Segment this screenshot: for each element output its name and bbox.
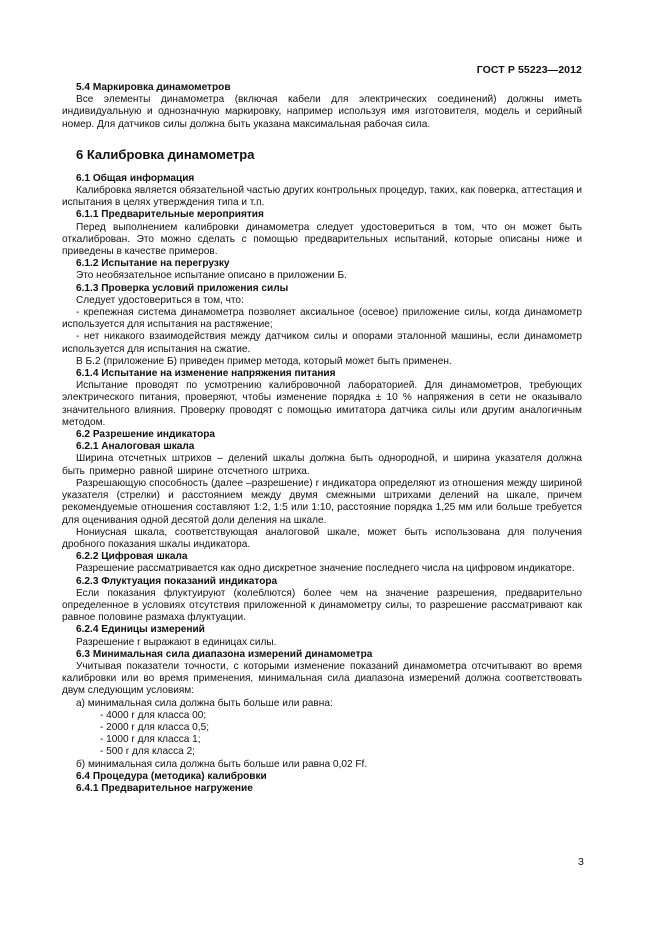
subsection-heading: 6.4.1 Предварительное нагружение: [76, 782, 253, 794]
paragraph: Калибровка является обязательной частью других контрольных процедур, таких, как поверка, аттестация и испытания в целях утверждения типа и т.п.: [62, 185, 582, 209]
subsection-heading: 6.2.4 Единицы измерений: [76, 624, 205, 636]
paragraph: Ширина отсчетных штрихов – делений шкалы должна быть однородной, и ширина указателя должна быть примерно равной ширине отсчетного штриха.: [62, 453, 582, 477]
paragraph: Учитывая показатели точности, с которыми изменение показаний динамометра отсчитывают во время калибровки или во время применения, минимальная сила диапазона измерений должна соответствовать двум следующим условиям:: [62, 660, 582, 697]
subsection-heading: 6.1.1 Предварительные мероприятия: [76, 209, 264, 221]
document-body: [62, 82, 582, 795]
standard-code: ГОСТ Р 55223—2012: [476, 64, 582, 76]
paragraph: Испытание проводят по усмотрению калибровочной лабораторией. Для динамометров, требующих электрического питания, проверяют, чтобы изменение порядка ± 10 % напряжения в сети не оказывало значительного влияния. Проверку проводят с помощью имитатора датчика силы или другим аналогичным методом.: [62, 380, 582, 428]
paragraph: Разрешение r выражают в единицах силы.: [76, 636, 277, 648]
paragraph: Если показания флуктуируют (колеблются) более чем на значение разрешения, предварительно определенное в условиях отсутствия приложенной к динамометру силы, то разрешение рассматривают как равное половине размаха флуктуации.: [62, 587, 582, 624]
page-number: 3: [578, 856, 584, 868]
paragraph: Нониусная шкала, соответствующая аналоговой шкале, может быть использована для получения дробного показания шкалы индикатора.: [62, 526, 582, 550]
paragraph: а) минимальная сила должна быть больше или равна:: [76, 697, 333, 709]
subsection-heading: 6.2 Разрешение индикатора: [76, 429, 216, 441]
subsection-heading: 6.3 Минимальная сила диапазона измерений динамометра: [76, 648, 373, 660]
paragraph: - нет никакого взаимодействия между датчиком силы и опорами эталонной машины, если динамометр используется для испытания на сжатие.: [62, 331, 582, 355]
paragraph: Разрешающую способность (далее –разрешение) r индикатора определяют из отношения между шириной указателя (стрелки) и расстоянием между двумя смежными штрихами делений на шкале, причем рекомендуемые отношения составляют 1:2, 1:5 или 1:10, расстояние порядка 1,25 мм или больше требуется для оценивания одной десятой доли деления на шкале.: [62, 477, 582, 526]
list-item: - 1000 r для класса 1;: [100, 734, 201, 746]
paragraph: - крепежная система динамометра позволяет аксиальное (осевое) приложение силы, когда динамометр используется для испытания на растяжение;: [62, 307, 582, 331]
list-item: - 4000 r для класса 00;: [100, 709, 207, 721]
subsection-heading: 6.2.1 Аналоговая шкала: [76, 441, 195, 453]
paragraph: Все элементы динамометра (включая кабели для электрических соединений) должны иметь индивидуальную и однозначную маркировку, например используя имя изготовителя, модель и серийный номер. Для датчиков силы должна быть указана максимальная рабочая сила.: [62, 94, 582, 130]
subsection-heading: 6.4 Процедура (методика) калибровки: [76, 770, 267, 782]
subsection-heading: 6.1.2 Испытание на перегрузку: [76, 258, 230, 270]
subsection-heading: 6.2.2 Цифровая шкала: [76, 551, 188, 563]
subsection-heading: 6.1.4 Испытание на изменение напряжения питания: [76, 368, 336, 380]
list-item: - 500 r для класса 2;: [100, 746, 195, 758]
list-item: - 2000 r для класса 0,5;: [100, 721, 210, 733]
subsection-heading: 6.1.3 Проверка условий приложения силы: [76, 282, 289, 294]
paragraph: Следует удостовериться в том, что:: [76, 294, 244, 306]
paragraph: Это необязательное испытание описано в приложении Б.: [76, 270, 347, 282]
subsection-heading: 5.4 Маркировка динамометров: [76, 82, 231, 93]
paragraph: Разрешение рассматривается как одно дискретное значение последнего числа на цифровом индикаторе.: [76, 563, 575, 575]
paragraph: В Б.2 (приложение Б) приведен пример метода, который может быть применен.: [76, 355, 452, 367]
subsection-heading: 6.1 Общая информация: [76, 172, 195, 184]
paragraph: Перед выполнением калибровки динамометра следует удостовериться в том, что он может быть откалиброван. Это можно сделать с помощью предварительных испытаний, которые описаны ниже и приведены в качестве примеров.: [62, 221, 582, 258]
section-heading: 6 Калибровка динамометра: [76, 146, 255, 162]
paragraph: б) минимальная сила должна быть больше или равна 0,02 Ff.: [76, 758, 368, 770]
subsection-heading: 6.2.3 Флуктуация показаний индикатора: [76, 575, 278, 587]
